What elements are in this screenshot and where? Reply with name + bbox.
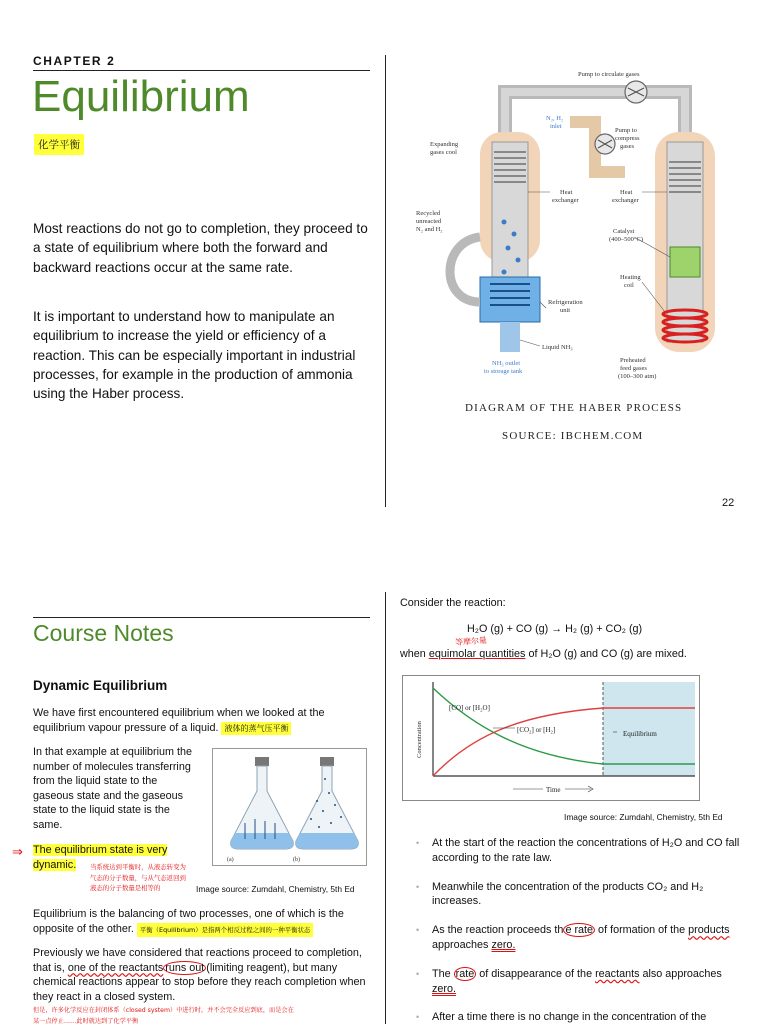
title-cn-note: 化学平衡 bbox=[34, 134, 84, 155]
svg-text:N₂ and H₂: N₂ and H₂ bbox=[416, 226, 443, 233]
svg-text:Expanding: Expanding bbox=[430, 141, 459, 148]
svg-text:inlet: inlet bbox=[550, 123, 562, 130]
svg-text:to storage tank: to storage tank bbox=[484, 368, 523, 375]
figure-source: SOURCE: IBCHEM.COM bbox=[502, 430, 644, 442]
note-dynamic: 当系统达到平衡时，从液态转变为气态的分子数量，与从气态返回到液态的分子数量是相等的 bbox=[90, 863, 186, 892]
intro-paragraph-2: It is important to understand how to manipulate an equilibrium to increase the yield or efficiency of a reaction. This can be especially important in industrial processes, for example in the production of ammonia using the Haber process. bbox=[33, 309, 356, 402]
svg-text:gases cool: gases cool bbox=[430, 149, 457, 156]
column-divider-2 bbox=[385, 592, 386, 1024]
label-pump-circulate: Pump to circulate gases bbox=[578, 71, 640, 78]
chapter-title: Equilibrium bbox=[32, 72, 250, 121]
svg-text:N₂, H₂: N₂, H₂ bbox=[546, 115, 564, 122]
svg-text:Heat: Heat bbox=[620, 189, 633, 196]
flask-figure bbox=[212, 748, 367, 866]
svg-text:Pump to: Pump to bbox=[615, 127, 637, 134]
figure-caption: DIAGRAM OF THE HABER PROCESS bbox=[465, 402, 683, 414]
svg-text:(400–500°C): (400–500°C) bbox=[609, 236, 644, 243]
highlight-dynamic: The equilibrium state is very dynamic. bbox=[33, 844, 168, 871]
svg-text:unit: unit bbox=[560, 307, 571, 314]
paragraph-balance: Equilibrium is the balancing of two processes, one of which is the opposite of the other. 平衡（Equilibrium）是指两个相反过程之间的一种平衡状态 bbox=[33, 908, 344, 935]
equilibrium-region bbox=[603, 682, 695, 776]
svg-text:Heat: Heat bbox=[560, 189, 573, 196]
list-item: • As the reaction proceeds th e rate of formation of the products approaches zero. bbox=[414, 923, 744, 953]
svg-text:coil: coil bbox=[624, 282, 634, 289]
haber-process-diagram bbox=[400, 62, 740, 382]
svg-text:Liquid NH₃: Liquid NH₃ bbox=[542, 344, 573, 351]
label-equilibrium: Equilibrium bbox=[623, 730, 657, 738]
when-text: when equimolar quantities of H₂O (g) and CO (g) are mixed. bbox=[400, 648, 687, 660]
label-reactants: [CO] or [H₂O] bbox=[449, 704, 490, 712]
list-item: • Meanwhile the concentration of the products CO₂ and H₂ increases. bbox=[414, 880, 744, 910]
note-bottom: 但是，许多化学反应在封闭体系（closed system）中进行时，并不会完全反应到底，而是会在 某一点停止……此时就达到了化学平衡 bbox=[33, 1007, 294, 1024]
svg-text:NH₃ outlet: NH₃ outlet bbox=[492, 360, 521, 367]
svg-text:exchanger: exchanger bbox=[552, 197, 579, 204]
list-item: • At the start of the reaction the concentrations of H₂O and CO fall according to the rate law. bbox=[414, 836, 744, 866]
svg-text:unreacted: unreacted bbox=[416, 218, 442, 225]
flask-label-b: (b) bbox=[293, 857, 300, 863]
chapter-label: CHAPTER 2 bbox=[33, 54, 116, 68]
svg-text:exchanger: exchanger bbox=[612, 197, 639, 204]
flask-b-icon bbox=[293, 757, 358, 863]
svg-text:Heating: Heating bbox=[620, 274, 641, 281]
dynamic-arrow-icon: ⇒ bbox=[12, 844, 23, 859]
flask-caption: Image source: Zumdahl, Chemistry, 5th Ed bbox=[196, 884, 355, 894]
svg-text:feed gases: feed gases bbox=[620, 365, 647, 372]
catalyst-bed bbox=[670, 247, 700, 277]
intro-paragraph-1: Most reactions do not go to completion, they proceed to a state of equilibrium where both the forward and backward reactions occur at the same rate. bbox=[33, 221, 368, 275]
section-rule bbox=[33, 617, 370, 618]
column-divider bbox=[385, 55, 386, 507]
label-y-axis: Concentration bbox=[416, 721, 423, 758]
svg-text:Preheated: Preheated bbox=[620, 357, 646, 364]
paragraph-example: In that example at equilibrium the number of molecules transferring from the liquid state to the gaseous state and the gaseous state to the liquid state is the same. bbox=[33, 746, 193, 831]
concentration-chart bbox=[402, 675, 700, 801]
svg-text:(100–300 atm): (100–300 atm) bbox=[618, 373, 657, 380]
recycle-pipe bbox=[450, 237, 480, 302]
subheading: Dynamic Equilibrium bbox=[33, 678, 168, 693]
svg-text:Recycled: Recycled bbox=[416, 210, 441, 217]
chart-caption: Image source: Zumdahl, Chemistry, 5th Ed bbox=[564, 812, 723, 822]
note-balance: 平衡（Equilibrium）是指两个相反过程之间的一种平衡状态 bbox=[137, 923, 313, 937]
label-products: [CO₂] or [H₂] bbox=[517, 726, 556, 734]
note-vapour: 液体的蒸气压平衡 bbox=[221, 722, 291, 735]
flask-a-icon bbox=[227, 757, 293, 863]
svg-text:Catalyst: Catalyst bbox=[613, 228, 635, 235]
list-item: • After a time there is no change in the concentration of the bbox=[414, 1010, 744, 1024]
paragraph-completion: Previously we have considered that reactions proceed to completion, that is, one of the reactants runs out (limiting reagent), but many chemical reactions appear to stop before they reach completion when they react in a closed system. bbox=[33, 947, 366, 1003]
chapter-rule bbox=[33, 70, 370, 71]
svg-text:gases: gases bbox=[620, 143, 635, 150]
paragraph-vapour: We have first encountered equilibrium when we looked at the equilibrium vapour pressure of a liquid. 液体的蒸气压平衡 bbox=[33, 707, 325, 734]
list-item: • The rate of disappearance of the reactants also approaches zero. bbox=[414, 967, 744, 997]
svg-text:compress: compress bbox=[615, 135, 640, 142]
svg-text:Refrigeration: Refrigeration bbox=[548, 299, 583, 306]
page-number: 22 bbox=[722, 497, 735, 509]
observation-list bbox=[414, 836, 744, 1024]
section-title: Course Notes bbox=[33, 620, 174, 646]
reaction-equation: H₂O (g) + CO (g) → H₂ (g) + CO₂ (g) bbox=[467, 623, 643, 635]
label-x-axis: Time bbox=[546, 786, 561, 794]
note-equimolar: 等摩尔量 bbox=[454, 635, 488, 648]
flask-label-a: (a) bbox=[227, 857, 234, 863]
consider-text: Consider the reaction: bbox=[400, 597, 506, 609]
